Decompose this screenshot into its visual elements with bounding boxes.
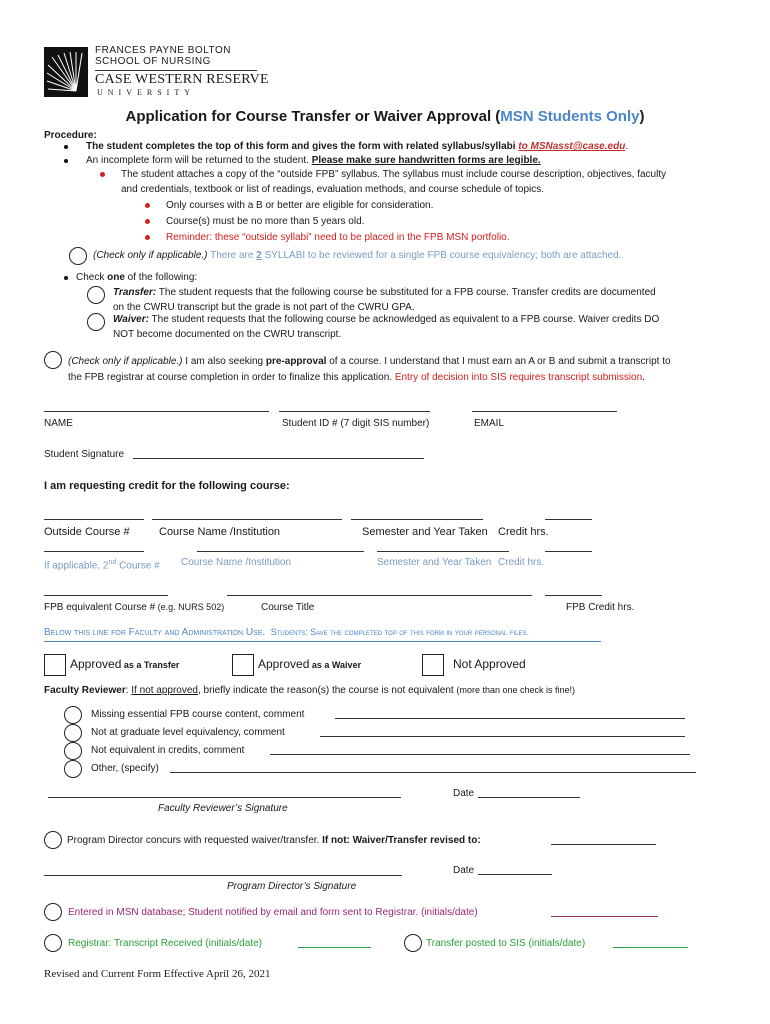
page-title: Application for Course Transfer or Waiver Approval (MSN Students Only) [125,108,645,125]
reviewer-date-field[interactable] [478,797,580,798]
semester-field[interactable] [351,519,483,520]
reviewer-instructions: Faculty Reviewer: If not approved, briefly indicate the reason(s) the course is not equivalent (more than one check is fine!) [44,685,576,696]
reviewer-signature-field[interactable] [48,797,401,798]
credit-field[interactable] [545,519,592,520]
student-signature-label: Student Signature [44,449,125,460]
waiver-radio[interactable] [87,313,105,331]
check-one-label: Check one of the following: [76,272,198,283]
second-credit-field[interactable] [545,551,592,552]
approved-transfer-label: Approved as a Transfer [70,657,180,671]
procedure-item-2: An incomplete form will be returned to the student. Please make sure handwritten forms are legible. [86,155,541,166]
credit-label: Credit hrs. [498,526,549,538]
reason-1-comment[interactable] [335,718,685,719]
fpb-credit-label: FPB Credit hrs. [566,602,635,613]
semester-label: Semester and Year Taken [362,526,488,538]
approved-waiver-checkbox[interactable] [232,654,254,676]
msn-entry-radio[interactable] [44,903,62,921]
student-signature-field[interactable] [133,458,424,459]
not-approved-checkbox[interactable] [422,654,444,676]
second-semester-label: Semester and Year Taken [377,557,492,568]
email-link[interactable]: to MSNasst@case.edu [518,141,626,152]
second-course-label: If applicable, 2nd Course # [44,559,160,572]
second-course-name-field[interactable] [197,551,364,552]
course-name-field[interactable] [152,519,342,520]
revised-to-field[interactable] [551,844,656,845]
transfer-option: Transfer: The student requests that the following course be substituted for a FPB course. Transfer credits are documented on the CWRU transcript but the grade is not part of the CWRU GPA. [113,287,656,313]
school-name-line2: SCHOOL OF NURSING [95,56,211,67]
reason-radio-4[interactable] [64,760,82,778]
reason-radio-3[interactable] [64,742,82,760]
student-id-label: Student ID # (7 digit SIS number) [282,418,430,429]
transfer-radio[interactable] [87,286,105,304]
sis-text: Transfer posted to SIS (initials/date) [426,938,586,949]
preapproval-radio[interactable] [44,351,62,369]
second-credit-label: Credit hrs. [498,557,545,568]
reason-radio-2[interactable] [64,724,82,742]
reason-2-comment[interactable] [320,736,685,737]
course-title-field[interactable] [227,595,532,596]
not-approved-label: Not Approved [453,657,526,671]
two-syllabi-radio[interactable] [69,247,87,265]
university-subname: UNIVERSITY [97,88,195,97]
school-name-line1: FRANCES PAYNE BOLTON [95,45,231,56]
email-label: EMAIL [474,418,505,429]
director-signature-label: Program Director’s Signature [227,881,357,892]
two-syllabi-text: (Check only if applicable.) There are 2 SYLLABI to be reviewed for a single FPB course equivalency; both are attached. [93,250,622,261]
sis-radio[interactable] [404,934,422,952]
fpb-credit-field[interactable] [545,595,602,596]
approved-transfer-checkbox[interactable] [44,654,66,676]
logo-emblem-icon [44,47,88,97]
procedure-sub-2: Only courses with a B or better are eligible for consideration. [166,200,434,211]
registrar-radio[interactable] [44,934,62,952]
reason-1-label: Missing essential FPB course content, comment [91,709,305,720]
fpb-course-field[interactable] [44,595,168,596]
name-label: NAME [44,418,73,429]
reviewer-signature-label: Faculty Reviewer’s Signature [158,803,288,814]
preapproval-text: (Check only if applicable.) I am also seeking pre-approval of a course. I understand that I must earn an A or B and submit a transcript to the FPB registrar at course completion in order to finalize this application. Entry of decision into SIS requires transcript submission. [68,356,671,383]
reason-3-label: Not equivalent in credits, comment [91,745,245,756]
school-logo [44,47,88,97]
director-date-field[interactable] [478,874,552,875]
director-concurs-radio[interactable] [44,831,62,849]
faculty-banner: Below this line for Faculty and Administration Use. Students: Save the completed top of this form in your personal files. [44,627,530,638]
msn-entry-field[interactable] [551,916,658,917]
reason-4-comment[interactable] [170,772,696,773]
reason-radio-1[interactable] [64,706,82,724]
registrar-field[interactable] [298,947,371,948]
reviewer-date-label: Date [453,788,475,799]
fpb-course-label: FPB equivalent Course # (e.g. NURS 502) [44,602,225,613]
registrar-text: Registrar: Transcript Received (initials/date) [68,938,262,949]
procedure-item-1: The student completes the top of this form and gives the form with related syllabus/syllabi to MSNasst@case.edu. [86,141,629,152]
course-name-label: Course Name /Institution [159,526,281,538]
reason-3-comment[interactable] [270,754,690,755]
procedure-sub-3: Course(s) must be no more than 5 years old. [166,216,365,227]
approved-waiver-label: Approved as a Waiver [258,657,362,671]
second-semester-field[interactable] [377,551,509,552]
procedure-label: Procedure: [44,130,97,141]
course-title-label: Course Title [261,602,315,613]
reason-2-label: Not at graduate level equivalency, comment [91,727,285,738]
reason-4-label: Other, (specify) [91,763,159,774]
outside-course-label: Outside Course # [44,526,130,538]
sis-field[interactable] [613,947,688,948]
waiver-option: Waiver: The student requests that the following course be acknowledged as equivalent to a FPB course. Waiver credits DO NOT become documented on the CWRU transcript. [113,314,660,340]
director-date-label: Date [453,865,475,876]
university-name: CASE WESTERN RESERVE [95,72,269,87]
course-heading: I am requesting credit for the following course: [44,480,290,492]
director-concurs-text: Program Director concurs with requested waiver/transfer. If not: Waiver/Transfer revised to: [67,835,481,846]
revision-footer: Revised and Current Form Effective April 26, 2021 [44,968,271,980]
director-signature-field[interactable] [44,875,402,876]
second-course-field[interactable] [44,551,144,552]
procedure-sub-4: Reminder: these “outside syllabi” need to be placed in the FPB MSN portfolio. [166,232,510,243]
email-field[interactable] [472,411,617,412]
outside-course-field[interactable] [44,519,144,520]
second-course-name-label: Course Name /Institution [181,557,292,568]
procedure-sub-1: The student attaches a copy of the “outside FPB” syllabus. The syllabus must include course description, objectives, faculty and credentials, textbook or list of readings, evaluation methods, and course schedule of topics. [121,169,667,195]
student-id-field[interactable] [279,411,430,412]
name-field[interactable] [44,411,269,412]
msn-entry-text: Entered in MSN database; Student notified by email and form sent to Registrar. (initials/date) [68,907,478,918]
